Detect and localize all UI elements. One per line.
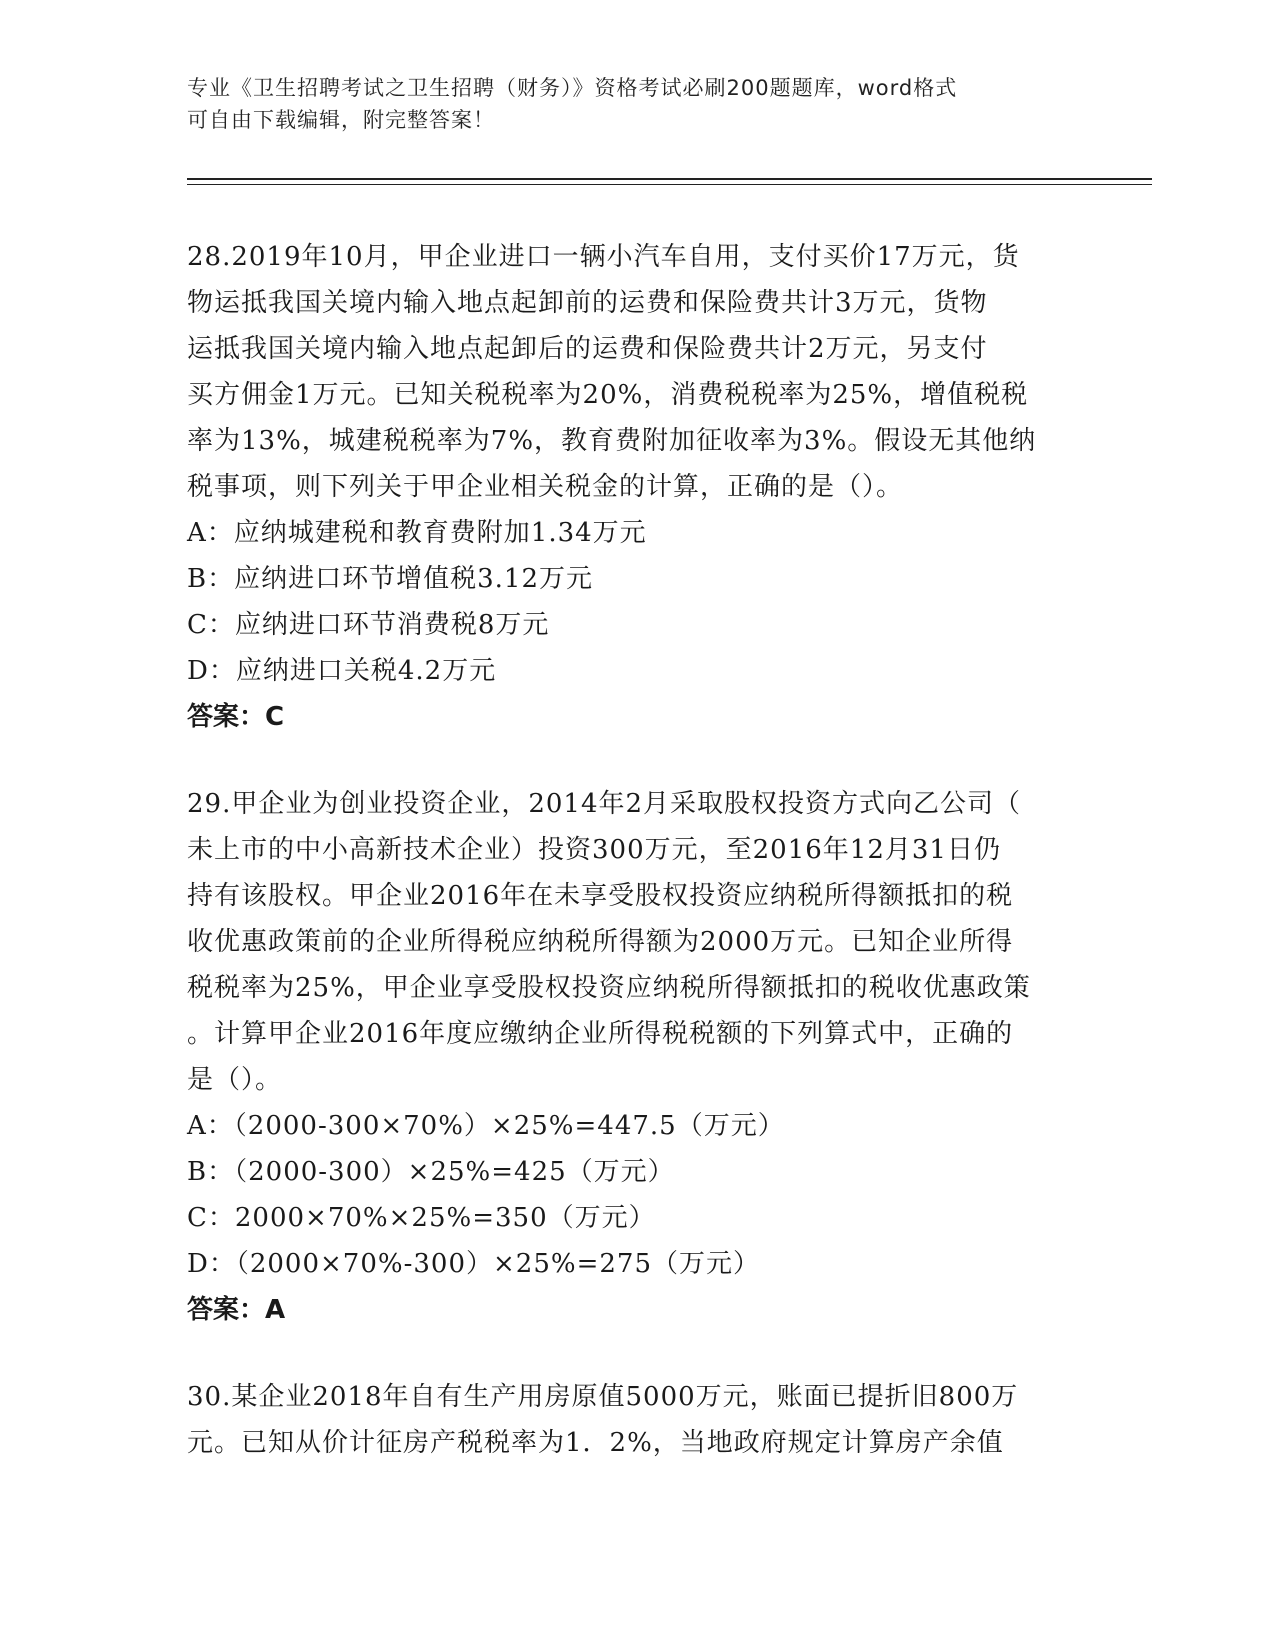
question-stem-line: 运抵我国关境内输入地点起卸后的运费和保险费共计2万元，另支付 [187, 334, 988, 364]
answer-label: 答案：A [187, 1295, 286, 1325]
option-a: A：（2000-300×70%）×25%=447.5（万元） [187, 1111, 785, 1141]
option-b: B：应纳进口环节增值税3.12万元 [187, 564, 593, 594]
question-stem-line: 元。已知从价计征房产税税率为1．2%，当地政府规定计算房产余值 [187, 1428, 1004, 1458]
option-d: D：应纳进口关税4.2万元 [187, 656, 497, 686]
question-stem-line: 29.甲企业为创业投资企业，2014年2月采取股权投资方式向乙公司（ [187, 789, 1022, 819]
answer-label: 答案：C [187, 702, 285, 732]
header-divider-thin [187, 184, 1152, 185]
question-stem-line: 买方佣金1万元。已知关税税率为20%，消费税税率为25%，增值税税 [187, 380, 1029, 410]
question-28 [187, 234, 1082, 740]
option-c: C：应纳进口环节消费税8万元 [187, 610, 550, 640]
question-30 [187, 1374, 1082, 1466]
question-stem-line: 是（）。 [187, 1065, 283, 1095]
option-a: A：应纳城建税和教育费附加1.34万元 [187, 518, 647, 548]
question-stem-line: 30.某企业2018年自有生产用房原值5000万元，账面已提折旧800万 [187, 1382, 1019, 1412]
header-divider [187, 178, 1152, 180]
header-line-2: 可自由下载编辑，附完整答案！ [187, 108, 495, 132]
question-stem-line: 。计算甲企业2016年度应缴纳企业所得税税额的下列算式中，正确的 [187, 1019, 1014, 1049]
question-stem-line: 物运抵我国关境内输入地点起卸前的运费和保险费共计3万元，货物 [187, 288, 988, 318]
option-c: C：2000×70%×25%=350（万元） [187, 1203, 656, 1233]
question-29 [187, 781, 1082, 1333]
question-stem-line: 税事项，则下列关于甲企业相关税金的计算，正确的是（）。 [187, 472, 904, 502]
question-stem-line: 收优惠政策前的企业所得税应纳税所得额为2000万元。已知企业所得 [187, 927, 1014, 957]
option-d: D：（2000×70%-300）×25%=275（万元） [187, 1249, 760, 1279]
question-stem-line: 持有该股权。甲企业2016年在未享受股权投资应纳税所得额抵扣的税 [187, 881, 1014, 911]
document-header [187, 72, 1067, 136]
question-stem-line: 率为13%，城建税税率为7%，教育费附加征收率为3%。假设无其他纳 [187, 426, 1037, 456]
question-stem-line: 28.2019年10月，甲企业进口一辆小汽车自用，支付买价17万元，货 [187, 242, 1020, 272]
option-b: B：（2000-300）×25%=425（万元） [187, 1157, 675, 1187]
question-stem-line: 未上市的中小高新技术企业）投资300万元，至2016年12月31日仍 [187, 835, 1001, 865]
question-stem-line: 税税率为25%，甲企业享受股权投资应纳税所得额抵扣的税收优惠政策 [187, 973, 1031, 1003]
header-line-1: 专业《卫生招聘考试之卫生招聘（财务）》资格考试必刷200题题库，word格式 [187, 76, 958, 100]
question-list [187, 234, 1082, 1507]
